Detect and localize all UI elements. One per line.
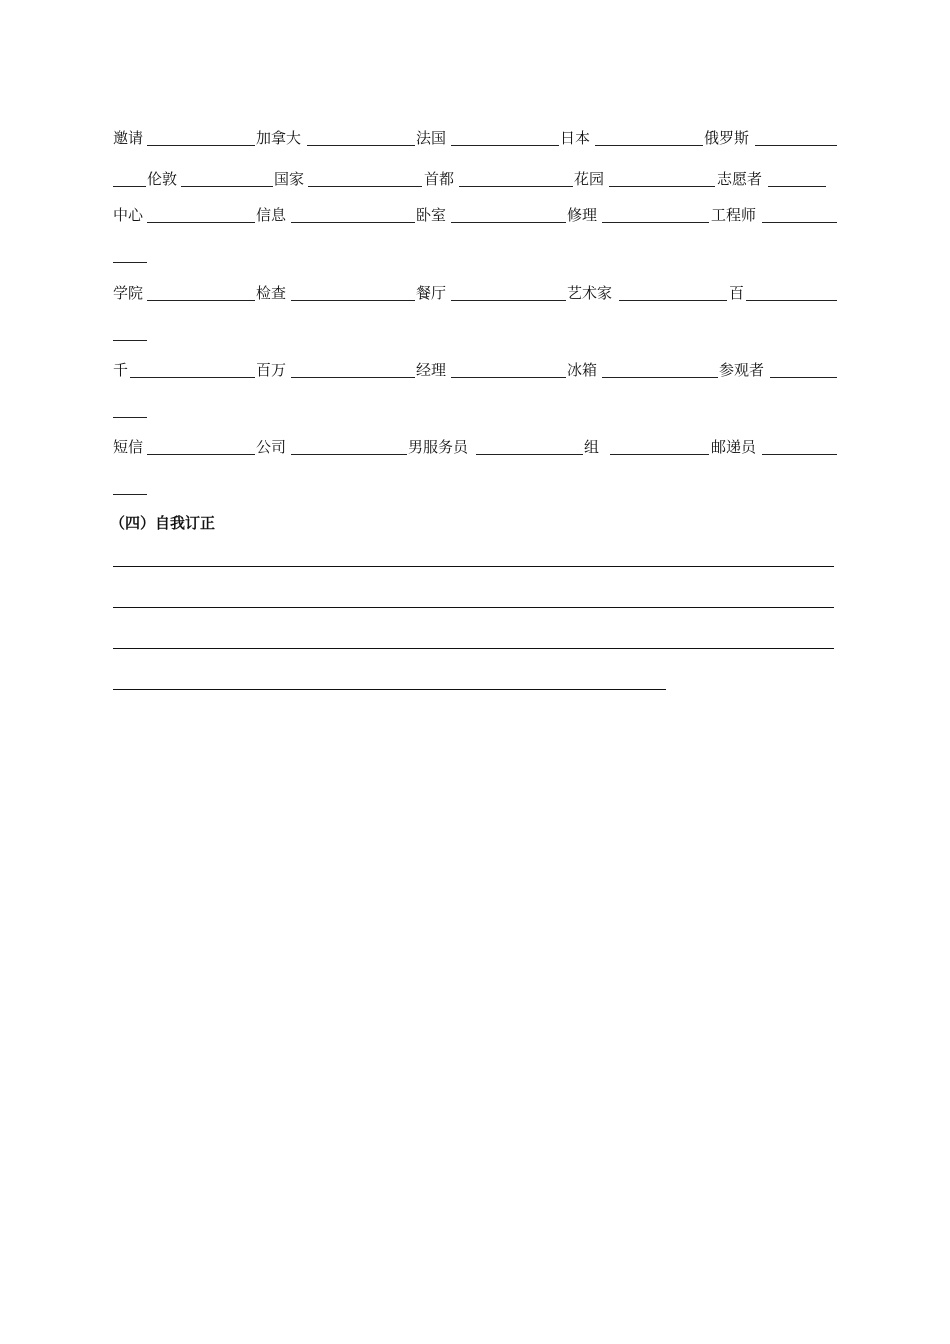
- correction-line[interactable]: [113, 607, 834, 608]
- vocab-word: 冰箱: [567, 361, 598, 379]
- answer-blank[interactable]: [147, 222, 255, 223]
- answer-blank[interactable]: [147, 454, 255, 455]
- answer-blank[interactable]: [147, 145, 255, 146]
- vocab-word: 修理: [567, 206, 598, 224]
- vocab-word: 经理: [416, 361, 447, 379]
- vocab-word: 邮递员: [711, 438, 757, 456]
- answer-blank[interactable]: [768, 186, 826, 187]
- vocab-word: 公司: [256, 438, 287, 456]
- vocab-word: 餐厅: [416, 284, 447, 302]
- answer-blank-continuation[interactable]: [113, 417, 147, 418]
- answer-blank[interactable]: [291, 300, 415, 301]
- answer-blank[interactable]: [291, 377, 415, 378]
- vocab-word: 艺术家: [567, 284, 613, 302]
- vocab-word: 信息: [256, 206, 287, 224]
- vocab-word: 花园: [574, 170, 605, 188]
- vocab-row-1: [113, 128, 837, 150]
- vocab-word: 工程师: [711, 206, 757, 224]
- vocab-word: 志愿者: [717, 170, 763, 188]
- answer-blank[interactable]: [595, 145, 703, 146]
- answer-blank[interactable]: [619, 300, 727, 301]
- vocab-row-5: [113, 360, 837, 382]
- answer-blank[interactable]: [476, 454, 583, 455]
- vocab-row-3: [113, 205, 837, 227]
- section-heading: （四）自我订正: [110, 514, 216, 532]
- answer-blank[interactable]: [755, 145, 837, 146]
- correction-line[interactable]: [113, 566, 834, 567]
- answer-blank[interactable]: [451, 377, 566, 378]
- vocab-word: 千: [113, 361, 129, 379]
- answer-blank[interactable]: [451, 222, 566, 223]
- answer-blank[interactable]: [307, 145, 415, 146]
- answer-blank[interactable]: [451, 145, 559, 146]
- answer-blank[interactable]: [602, 377, 718, 378]
- vocab-word: 百: [729, 284, 745, 302]
- answer-blank[interactable]: [746, 300, 837, 301]
- vocab-word: 邀请: [113, 129, 144, 147]
- vocab-word: 法国: [416, 129, 447, 147]
- answer-blank-continuation[interactable]: [113, 262, 147, 263]
- vocab-word: 日本: [560, 129, 591, 147]
- answer-blank[interactable]: [770, 377, 837, 378]
- answer-blank-continuation[interactable]: [113, 186, 146, 187]
- vocab-word: 首都: [424, 170, 455, 188]
- vocab-word: 参观者: [719, 361, 765, 379]
- vocab-word: 男服务员: [408, 438, 469, 456]
- vocab-word: 国家: [274, 170, 305, 188]
- vocab-word: 俄罗斯: [704, 129, 750, 147]
- vocab-word: 学院: [113, 284, 144, 302]
- vocab-row-6: [113, 437, 837, 459]
- answer-blank[interactable]: [459, 186, 573, 187]
- vocab-word: 卧室: [416, 206, 447, 224]
- correction-line[interactable]: [113, 648, 834, 649]
- vocab-row-2: [113, 169, 837, 191]
- answer-blank[interactable]: [610, 454, 709, 455]
- vocab-word: 百万: [256, 361, 287, 379]
- vocab-word: 伦敦: [147, 170, 178, 188]
- vocab-word: 加拿大: [256, 129, 302, 147]
- answer-blank[interactable]: [308, 186, 422, 187]
- answer-blank[interactable]: [147, 300, 255, 301]
- correction-line[interactable]: [113, 689, 666, 690]
- answer-blank[interactable]: [291, 222, 415, 223]
- answer-blank-continuation[interactable]: [113, 340, 147, 341]
- answer-blank[interactable]: [602, 222, 709, 223]
- answer-blank[interactable]: [181, 186, 273, 187]
- vocab-word: 组: [584, 438, 600, 456]
- answer-blank[interactable]: [762, 222, 837, 223]
- answer-blank-continuation[interactable]: [113, 494, 147, 495]
- answer-blank[interactable]: [609, 186, 715, 187]
- vocab-word: 中心: [113, 206, 144, 224]
- vocab-word: 检查: [256, 284, 287, 302]
- answer-blank[interactable]: [451, 300, 566, 301]
- vocab-row-4: [113, 283, 837, 305]
- answer-blank[interactable]: [762, 454, 837, 455]
- answer-blank[interactable]: [130, 377, 255, 378]
- vocab-word: 短信: [113, 438, 144, 456]
- answer-blank[interactable]: [291, 454, 407, 455]
